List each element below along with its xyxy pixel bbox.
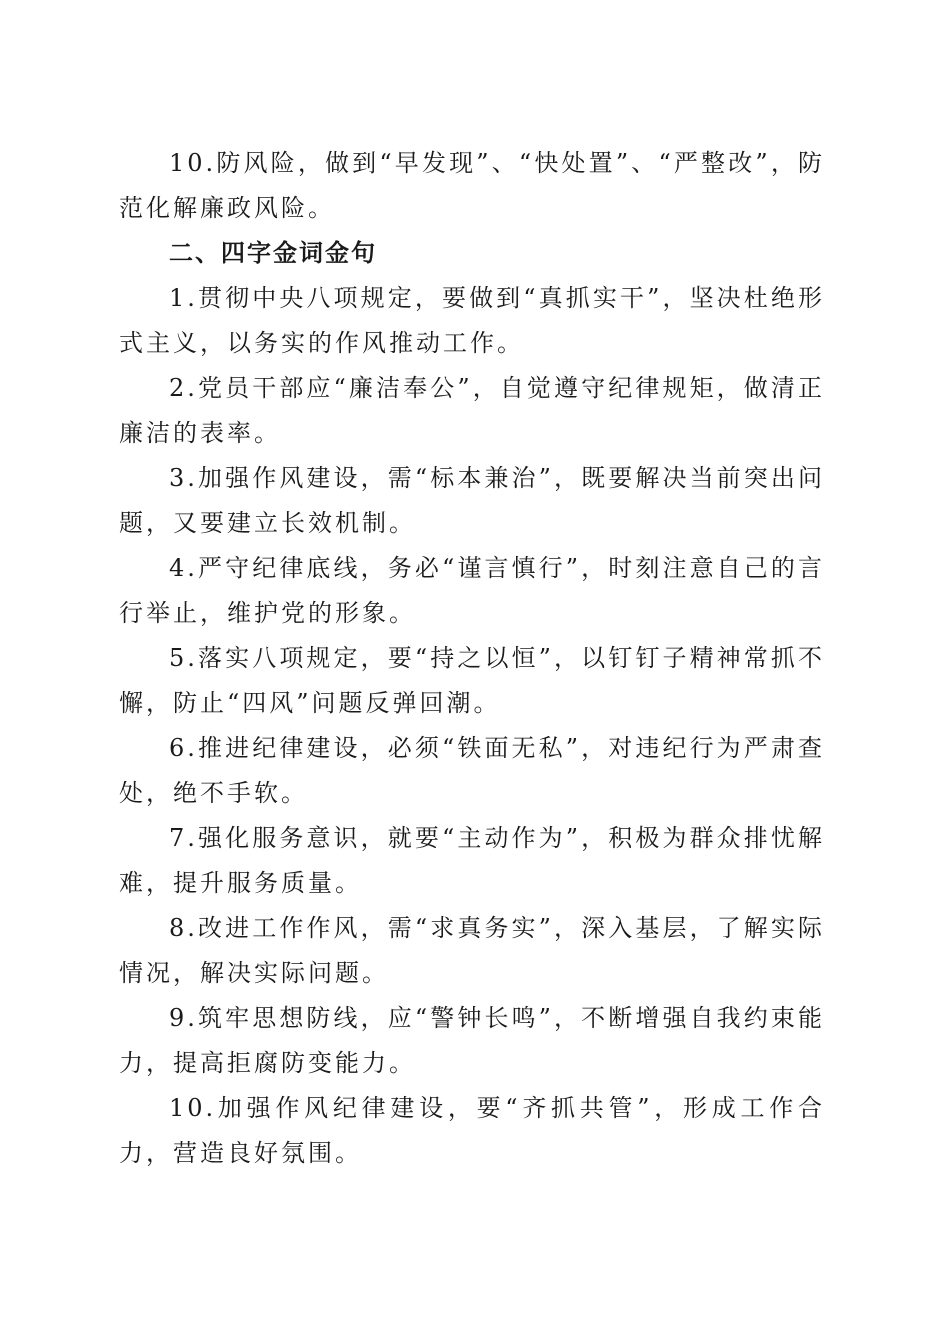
list-item: 8.改进工作作风，需“求真务实”，深入基层，了解实际情况，解决实际问题。 bbox=[119, 914, 825, 987]
list-item: 5.落实八项规定，要“持之以恒”，以钉钉子精神常抓不懈，防止“四风”问题反弹回潮。 bbox=[119, 644, 825, 717]
list-item: 4.严守纪律底线，务必“谨言慎行”，时刻注意自己的言行举止，维护党的形象。 bbox=[119, 554, 825, 627]
list-item: 2.党员干部应“廉洁奉公”，自觉遵守纪律规矩，做清正廉洁的表率。 bbox=[119, 374, 825, 447]
section-heading: 二、四字金词金句 bbox=[169, 239, 377, 267]
list-item: 1.贯彻中央八项规定，要做到“真抓实干”，坚决杜绝形式主义，以务实的作风推动工作。 bbox=[119, 284, 825, 357]
list-item: 7.强化服务意识，就要“主动作为”，积极为群众排忧解难，提升服务质量。 bbox=[119, 824, 825, 897]
intro-paragraph: 10.防风险，做到“早发现”、“快处置”、“严整改”，防范化解廉政风险。 bbox=[119, 149, 825, 222]
list-item: 6.推进纪律建设，必须“铁面无私”，对违纪行为严肃查处，绝不手软。 bbox=[119, 734, 825, 807]
document-body bbox=[119, 141, 825, 1176]
list-item: 10.加强作风纪律建设，要“齐抓共管”，形成工作合力，营造良好氛围。 bbox=[119, 1094, 825, 1167]
list-item: 3.加强作风建设，需“标本兼治”，既要解决当前突出问题，又要建立长效机制。 bbox=[119, 464, 825, 537]
list-item: 9.筑牢思想防线，应“警钟长鸣”，不断增强自我约束能力，提高拒腐防变能力。 bbox=[119, 1004, 825, 1077]
